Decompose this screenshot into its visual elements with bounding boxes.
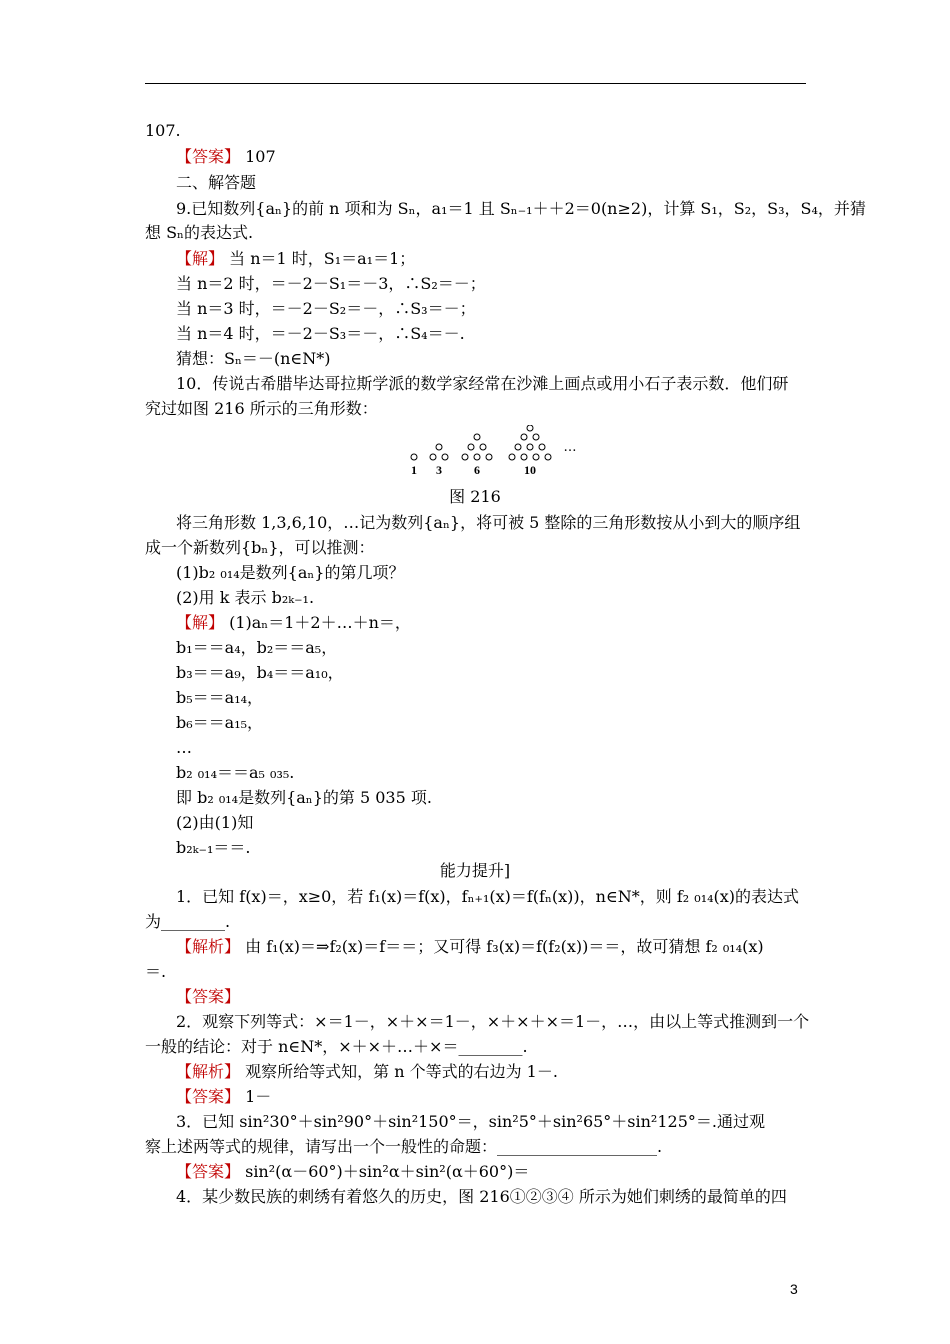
analysis-line: 【解析】 观察所给等式知，第 n 个等式的右边为 1－. — [176, 1062, 558, 1081]
section-title: 能力提升] — [439, 861, 511, 880]
answer-line: 【答案】 1－ — [176, 1087, 272, 1106]
text-line: 究过如图 216 所示的三角形数： — [145, 399, 378, 418]
label-tag: 【解】 — [176, 249, 225, 268]
text-line: 当 n＝3 时，＝－2－S₂＝－，∴S₃＝－； — [176, 299, 476, 318]
label-tag: 【答案】 — [176, 987, 241, 1006]
exercise-2: 2．观察下列等式：×＝1－，×＋×＝1－，×＋×＋×＝1－，…，由以上等式推测到一个 — [176, 1012, 810, 1031]
exercise-1: 1．已知 f(x)＝，x≥0，若 f₁(x)＝f(x)，fₙ₊₁(x)＝f(fₙ(x))，n∈N*，则 f₂ ₀₁₄(x)的表达式 — [176, 887, 800, 906]
figure-ellipsis: … — [563, 440, 577, 455]
text-line: 当 n＝2 时，＝－2－S₁＝－3，∴S₂＝－； — [176, 274, 486, 293]
text-line: b₃＝＝a₉，b₄＝＝a₁₀， — [176, 663, 344, 682]
text-line: (2)用 k 表示 b₂ₖ₋₁. — [176, 588, 315, 607]
text-line: b₁＝＝a₄，b₂＝＝a₅， — [176, 638, 338, 657]
text-line: 即 b₂ ₀₁₄是数列{aₙ}的第 5 035 项. — [176, 788, 432, 807]
exercise-3: 3．已知 sin²30°＋sin²90°＋sin²150°＝，sin²5°＋sin²65°＋sin²125°＝.通过观 — [176, 1112, 765, 1131]
figure-label: 6 — [474, 463, 480, 477]
figure-caption: 图 216 — [449, 487, 501, 506]
header-rule — [145, 83, 806, 84]
text-line: 将三角形数 1,3,6,10，…记为数列{aₙ}，将可被 5 整除的三角形数按从小到大的顺序组 — [176, 513, 801, 532]
section-heading: 二、解答题 — [176, 173, 257, 192]
label-tag: 【解析】 — [176, 937, 241, 956]
text-line: b₂ₖ₋₁＝＝. — [176, 838, 251, 857]
figure-label: 1 — [411, 463, 417, 477]
exercise-4: 4．某少数民族的刺绣有着悠久的历史，图 216①②③④ 所示为她们刺绣的最简单的四 — [176, 1187, 787, 1206]
answer-line: 【答案】 sin²(α－60°)＋sin²α＋sin²(α＋60°)＝ — [176, 1162, 530, 1181]
text-line: 一般的结论：对于 n∈N*，×＋×＋…＋×＝________. — [145, 1037, 528, 1056]
text-line: 察上述两等式的规律，请写出一个一般性的命题：____________________. — [145, 1137, 663, 1156]
label-tag: 【答案】 — [176, 1087, 241, 1106]
answer-line: 【答案】 107 — [176, 147, 276, 166]
solution-line: 【解】 当 n＝1 时，S₁＝a₁＝1； — [176, 249, 416, 268]
text-line: b₅＝＝a₁₄， — [176, 688, 264, 707]
problem-10: 10．传说古希腊毕达哥拉斯学派的数学家经常在沙滩上画点或用小石子表示数．他们研 — [176, 374, 789, 393]
label-tag: 【解】 — [176, 613, 225, 632]
text-line: 当 n＝4 时，＝－2－S₃＝－，∴S₄＝－. — [176, 324, 465, 343]
text-line: b₆＝＝a₁₅， — [176, 713, 264, 732]
problem-9: 9.已知数列{aₙ}的前 n 项和为 Sₙ，a₁＝1 且 Sₙ₋₁＋＋2＝0(n≥2)，计算 S₁，S₂，S₃，S₄，并猜 — [176, 199, 866, 218]
text-line: (2)由(1)知 — [176, 813, 254, 832]
text-line: ＝. — [145, 962, 167, 981]
text-line: 107. — [145, 121, 181, 140]
text-line: 想 Sₙ的表达式. — [145, 223, 254, 242]
text-line: 成一个新数列{bₙ}，可以推测： — [145, 538, 375, 557]
label-tag: 【解析】 — [176, 1062, 241, 1081]
label-tag: 【答案】 — [176, 147, 241, 166]
answer-line — [176, 986, 240, 1008]
figure-label: 3 — [436, 463, 442, 477]
text-line: … — [176, 738, 192, 757]
text-line: (1)b₂ ₀₁₄是数列{aₙ}的第几项？ — [176, 563, 405, 582]
text-line: b₂ ₀₁₄＝＝a₅ ₀₃₅. — [176, 763, 295, 782]
text-line: 猜想：Sₙ＝－(n∈N*) — [176, 349, 331, 368]
analysis-line: 【解析】 由 f₁(x)＝⇒f₂(x)＝f＝＝；又可得 f₃(x)＝f(f₂(x))＝＝，故可猜想 f₂ ₀₁₄(x) — [176, 937, 764, 956]
page-number: 3 — [790, 1281, 798, 1297]
solution-line: 【解】 (1)aₙ＝1＋2＋…＋n＝， — [176, 613, 411, 632]
triangle-numbers-figure — [400, 425, 580, 480]
text-line: 为________. — [145, 912, 231, 931]
label-tag: 【答案】 — [176, 1162, 241, 1181]
figure-label: 10 — [524, 463, 536, 477]
